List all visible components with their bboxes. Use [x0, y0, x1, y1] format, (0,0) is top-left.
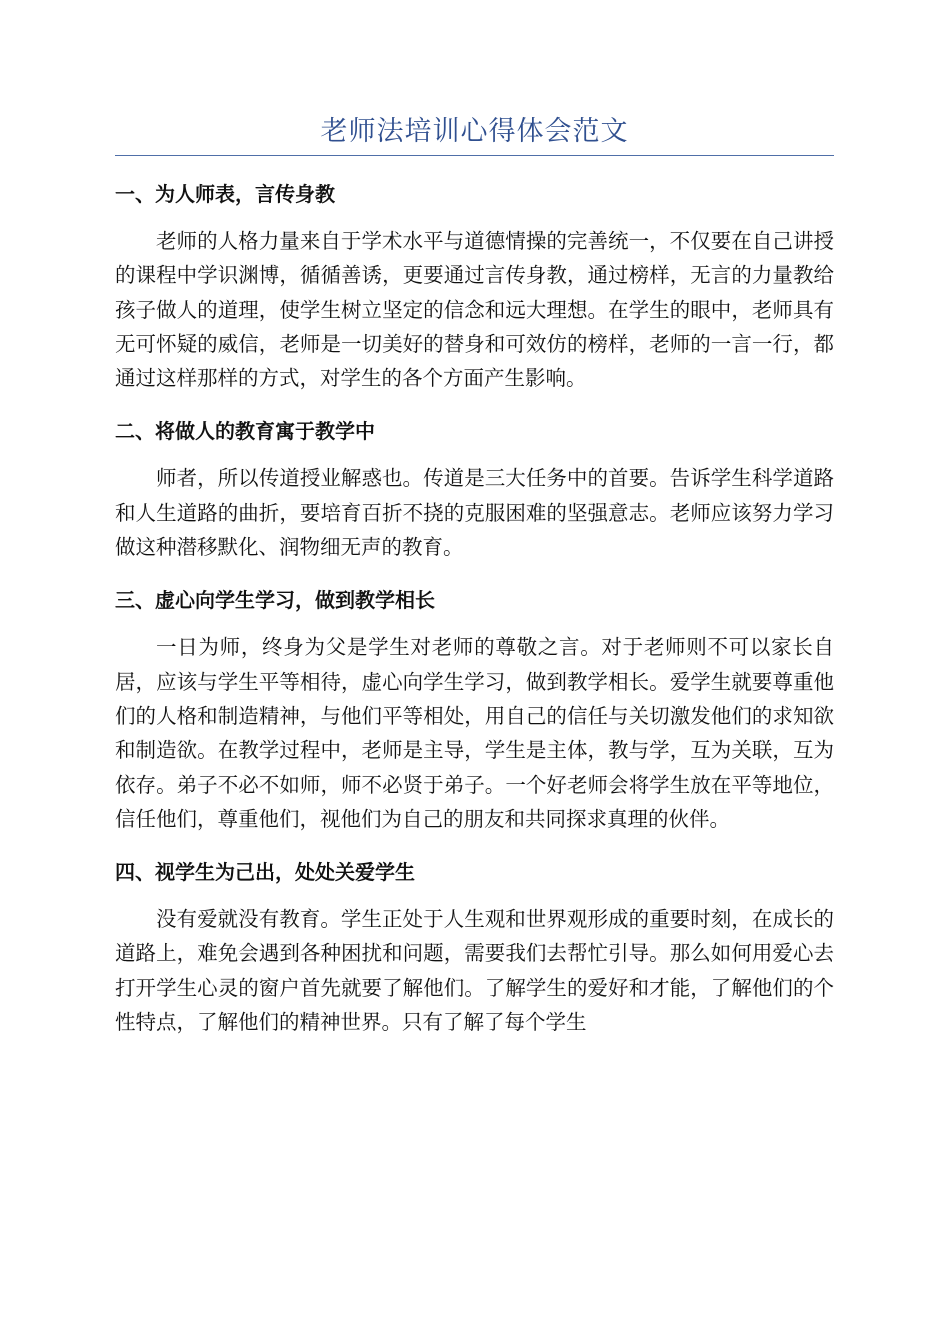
title-underline	[115, 155, 834, 156]
section-paragraph-2: 师者，所以传道授业解惑也。传道是三大任务中的首要。告诉学生科学道路和人生道路的曲折，要培育百折不挠的克服困难的坚强意志。老师应该努力学习做这种潜移默化、润物细无声的教育。	[115, 466, 834, 560]
section-heading-4: 四、视学生为己出，处处关爱学生	[115, 860, 415, 885]
section-heading-1: 一、为人师表，言传身教	[115, 182, 335, 206]
section-paragraph-1: 老师的人格力量来自于学术水平与道德情操的完善统一，不仅要在自己讲授的课程中学识渊博，循循善诱，更要通过言传身教，通过榜样，无言的力量教给孩子做人的道理，使学生树立坚定的信念和远大理想。在学生的眼中，老师具有无可怀疑的威信，老师是一切美好的替身和可效仿的榜样，老师的一言一行，都通过这样那样的方式，对学生的各个方面产生影响。	[115, 229, 834, 391]
section-heading-2: 二、将做人的教育寓于教学中	[115, 419, 375, 444]
document-title: 老师法培训心得体会范文	[320, 116, 629, 147]
section-paragraph-4: 没有爱就没有教育。学生正处于人生观和世界观形成的重要时刻，在成长的道路上，难免会遇到各种困扰和问题，需要我们去帮忙引导。那么如何用爱心去打开学生心灵的窗户首先就要了解他们。了解学生的爱好和才能，了解他们的个性特点，了解他们的精神世界。只有了解了每个学生	[115, 907, 834, 1035]
document-body	[115, 174, 834, 1055]
section-heading-3: 三、虚心向学生学习，做到教学相长	[115, 588, 435, 613]
section-paragraph-3: 一日为师，终身为父是学生对老师的尊敬之言。对于老师则不可以家长自居，应该与学生平等相待，虚心向学生学习，做到教学相长。爱学生就要尊重他们的人格和制造精神，与他们平等相处，用自己的信任与关切激发他们的求知欲和制造欲。在教学过程中，老师是主导，学生是主体，教与学，互为关联，互为依存。弟子不必不如师，师不必贤于弟子。一个好老师会将学生放在平等地位，信任他们，尊重他们，视他们为自己的朋友和共同探求真理的伙伴。	[115, 635, 834, 831]
